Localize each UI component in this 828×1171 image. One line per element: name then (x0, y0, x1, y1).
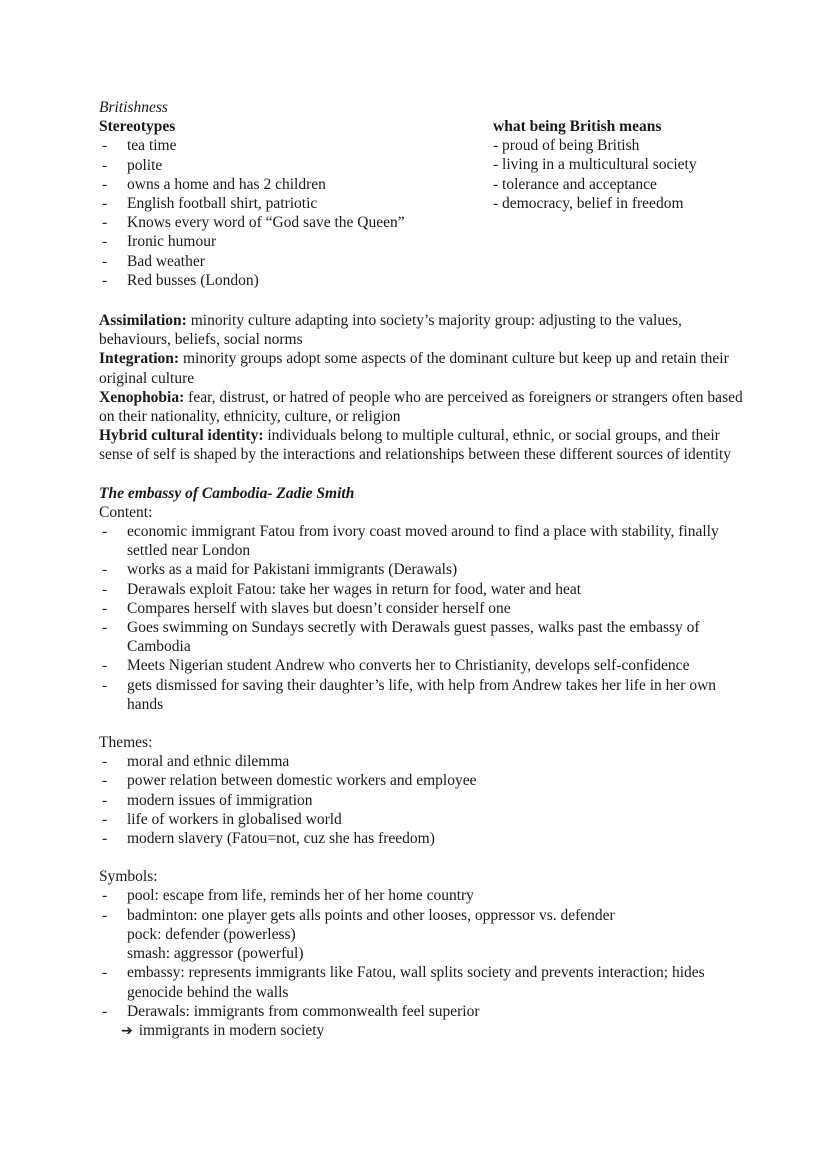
list-item: - life of workers in globalised world (99, 810, 749, 829)
definition-text: minority culture adapting into society’s majority group: adjusting to the values, behaviours, beliefs, social norms (99, 312, 682, 349)
list-item: - Meets Nigerian student Andrew who converts her to Christianity, develops self-confidence (99, 656, 749, 675)
definition-term: Integration: (99, 350, 180, 368)
list-item: - polite (99, 156, 479, 175)
symbol-subline: pock: defender (powerless) (127, 925, 296, 943)
list-item (99, 963, 749, 1001)
symbols-section (99, 867, 749, 1041)
list-item: - democracy, belief in freedom (493, 194, 684, 212)
conclusion-text: immigrants in modern society (138, 1021, 325, 1039)
stereotypes-column (99, 98, 479, 290)
symbols-list (99, 886, 749, 1020)
list-item: - works as a maid for Pakistani immigrants (Derawals) (99, 560, 749, 579)
list-item (99, 886, 749, 905)
british-meaning-list (493, 136, 753, 213)
definition-text: fear, distrust, or hatred of people who are perceived as foreigners or strangers often based on their nationality, ethnicity, culture, or religion (99, 388, 743, 426)
definition-xenophobia (99, 388, 749, 426)
list-item: - Red busses (London) (99, 271, 479, 290)
symbol-subline: smash: aggressor (powerful) (127, 945, 304, 963)
list-item: - English football shirt, patriotic (99, 194, 479, 213)
list-item: - tolerance and acceptance (493, 175, 657, 193)
list-item: - Derawals exploit Fatou: take her wages in return for food, water and heat (99, 580, 749, 599)
list-item: - modern issues of immigration (99, 791, 749, 810)
list-item: - proud of being British (493, 137, 640, 155)
list-item: - Knows every word of “God save the Queen” (99, 213, 479, 232)
list-item: - Compares herself with slaves but doesn’t consider herself one (99, 599, 749, 618)
definition-term: Hybrid cultural identity: (99, 427, 264, 445)
arrow-right-icon: ➔ (121, 1022, 133, 1039)
document-page (99, 98, 749, 1041)
symbol-text: Derawals: immigrants from commonwealth feel superior (127, 1002, 480, 1020)
content-list (99, 522, 749, 714)
definition-integration (99, 349, 749, 387)
britishness-section (99, 98, 749, 293)
list-item: - economic immigrant Fatou from ivory coast moved around to find a place with stability, finally settled near London (99, 522, 749, 560)
list-item: - power relation between domestic workers and employee (99, 771, 749, 790)
stereotypes-heading: Stereotypes (99, 118, 176, 136)
definition-text: minority groups adopt some aspects of the dominant culture but keep up and retain their original culture (99, 350, 729, 387)
list-item: - modern slavery (Fatou=not, cuz she has freedom) (99, 829, 749, 848)
definition-text: individuals belong to multiple cultural, ethnic, or social groups, and their sense of self is shaped by the interactions and relationships between these different sources of identity (99, 427, 732, 464)
themes-section (99, 733, 749, 848)
themes-label: Themes: (99, 734, 153, 752)
british-meaning-column (493, 117, 753, 213)
british-meaning-heading: what being British means (493, 118, 662, 135)
list-item (99, 1002, 749, 1021)
list-item: - Bad weather (99, 252, 479, 271)
story-section (99, 484, 749, 714)
list-item (99, 906, 749, 964)
definition-term: Assimilation: (99, 312, 187, 329)
definition-hybrid-identity (99, 426, 749, 464)
symbol-text: badminton: one player gets alls points and other looses, oppressor vs. defender (127, 906, 615, 924)
stereotypes-list (99, 136, 479, 290)
story-title: The embassy of Cambodia- Zadie Smith (99, 484, 355, 502)
symbols-conclusion (99, 1021, 749, 1041)
list-item: - Ironic humour (99, 232, 479, 251)
list-item: - moral and ethnic dilemma (99, 752, 749, 771)
list-item: - tea time (99, 136, 479, 155)
content-label: Content: (99, 503, 153, 521)
section-title-britishness: Britishness (99, 99, 168, 116)
symbol-text: embassy: represents immigrants like Fatou, wall splits society and prevents interaction; hides genocide behind the walls (127, 964, 705, 1001)
themes-list (99, 752, 749, 848)
list-item: - owns a home and has 2 children (99, 175, 479, 194)
definition-assimilation (99, 311, 749, 349)
definition-term: Xenophobia: (99, 388, 185, 406)
list-item: - living in a multicultural society (493, 156, 697, 174)
list-item: - Goes swimming on Sundays secretly with Derawals guest passes, walks past the embassy of Cambodia (99, 618, 749, 656)
definitions-section (99, 311, 749, 465)
symbols-label: Symbols: (99, 868, 158, 886)
symbol-text: pool: escape from life, reminds her of her home country (127, 887, 474, 905)
list-item: - gets dismissed for saving their daughter’s life, with help from Andrew takes her life in her own hands (99, 676, 749, 714)
